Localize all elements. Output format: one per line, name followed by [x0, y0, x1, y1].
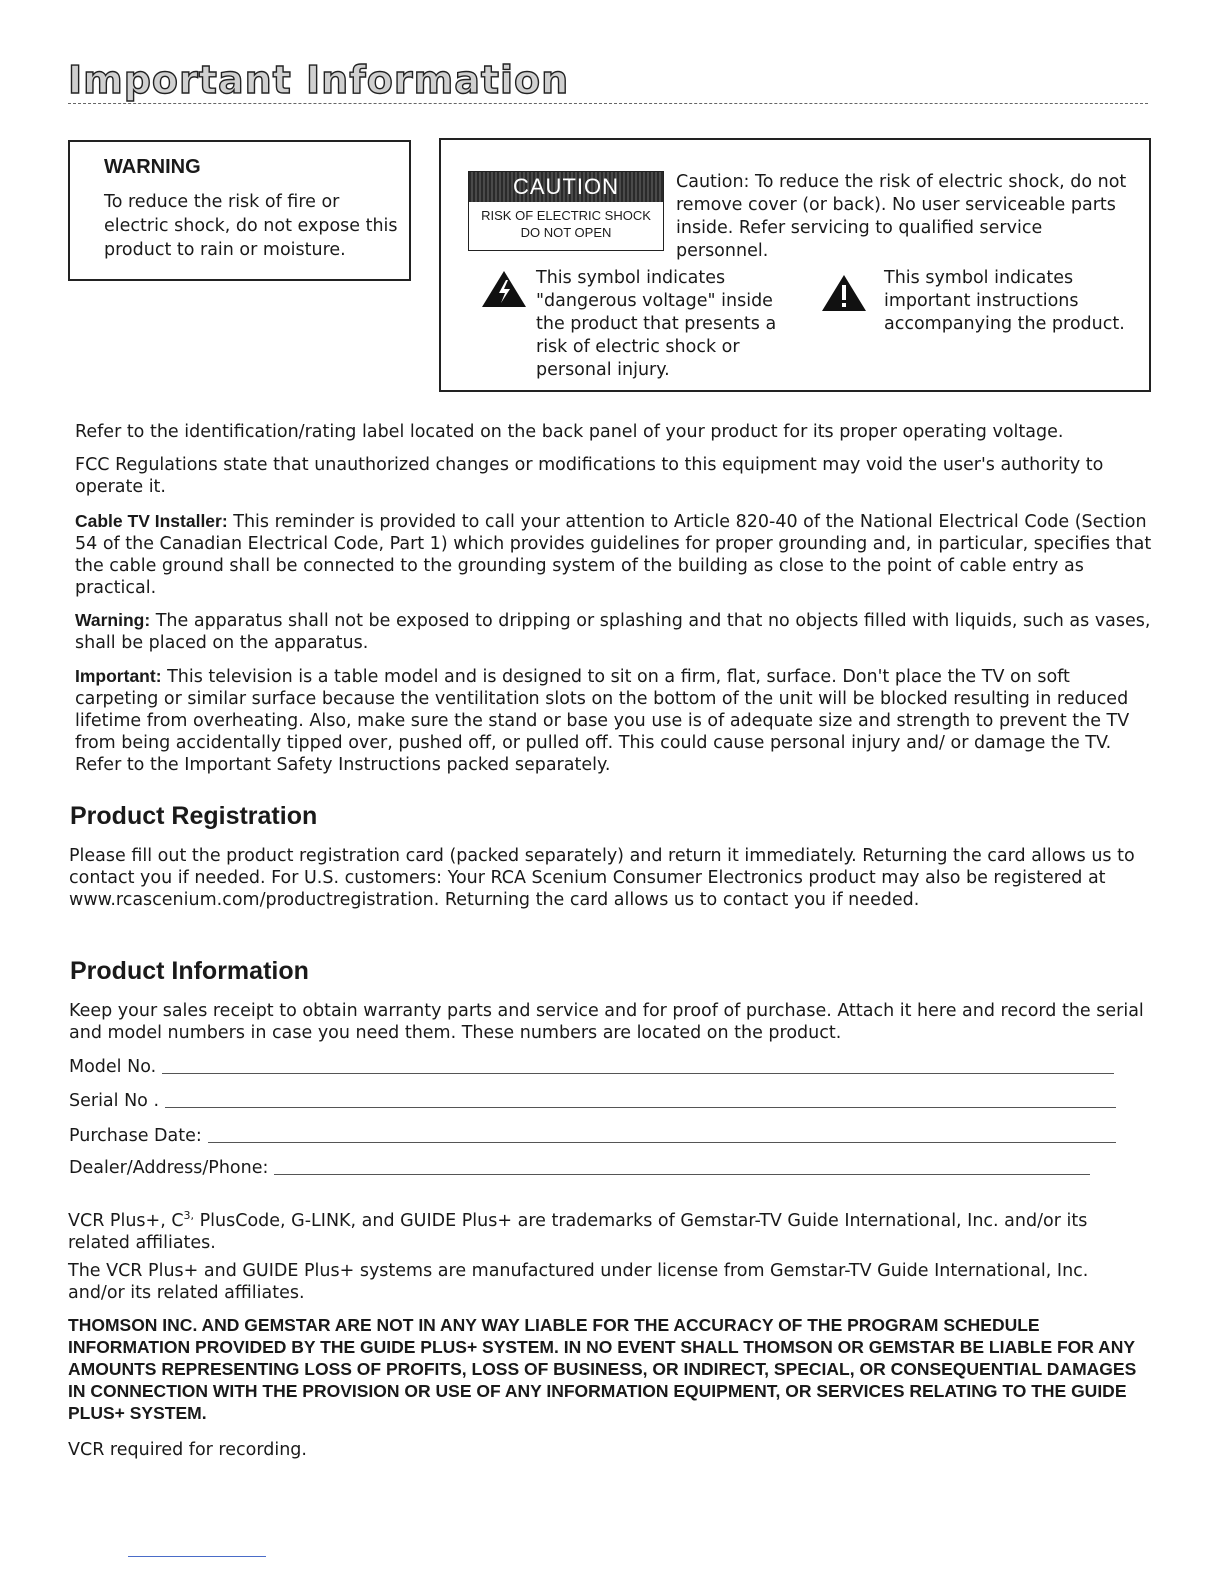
caution-text: Caution: To reduce the risk of electric shock, do not remove cover (or back). No user serviceable parts inside. Refer servicing to qualified service personnel.	[676, 172, 1127, 261]
important-paragraph	[75, 665, 1155, 776]
dealer-field[interactable]	[69, 1154, 1090, 1178]
bottom-link-underline	[128, 1556, 266, 1557]
registration-heading: Product Registration	[70, 802, 318, 830]
caution-banner: CAUTION	[469, 172, 663, 202]
voltage-symbol-text: This symbol indicates "dangerous voltage" inside the product that presents a risk of electric shock or personal injury.	[536, 268, 777, 380]
lightning-warning-icon	[481, 270, 527, 308]
model-number-label: Model No.	[69, 1057, 157, 1077]
trademarks-text-a: VCR Plus+, C	[68, 1210, 184, 1231]
caution-box	[439, 138, 1151, 392]
serial-number-label: Serial No .	[69, 1091, 160, 1111]
trademarks-text-b: PlusCode, G-LINK, and GUIDE Plus+ are trademarks of Gemstar-TV Guide International, Inc. and/or its related affiliates.	[68, 1210, 1088, 1253]
serial-number-field[interactable]	[69, 1087, 1116, 1111]
cable-installer-paragraph	[75, 510, 1155, 599]
warning-box	[68, 140, 411, 281]
instructions-symbol-text: This symbol indicates important instructions accompanying the product.	[884, 268, 1125, 334]
serial-number-line[interactable]	[165, 1106, 1116, 1108]
warning-label: Warning:	[75, 610, 151, 630]
model-number-field[interactable]	[69, 1053, 1114, 1077]
rating-label-paragraph: Refer to the identification/rating label located on the back panel of your product for its proper operating voltage.	[75, 422, 1064, 442]
purchase-date-line[interactable]	[208, 1141, 1116, 1143]
cable-installer-text: This reminder is provided to call your attention to Article 820-40 of the National Electrical Code (Section 54 of the Canadian Electrical Code, Part 1) which provides guidelines for proper grounding and, in particular, specifies that the cable ground shall be connected to the grounding system of the building as close to the point of cable entry as practical.	[75, 512, 1152, 598]
information-heading: Product Information	[70, 957, 309, 985]
warning-heading: WARNING	[104, 156, 201, 178]
warning-paragraph-text: The apparatus shall not be exposed to dripping or splashing and that no objects filled with liquids, such as vases, shall be placed on the apparatus.	[75, 611, 1151, 653]
vcr-note: VCR required for recording.	[68, 1440, 307, 1460]
model-number-line[interactable]	[162, 1072, 1114, 1074]
trademarks-superscript: 3,	[183, 1209, 195, 1222]
information-paragraph: Keep your sales receipt to obtain warranty parts and service and for proof of purchase. Attach it here and record the serial and model numbers in case you need them. These numbers are located on the product.	[69, 1001, 1144, 1043]
liability-disclaimer: THOMSON INC. AND GEMSTAR ARE NOT IN ANY WAY LIABLE FOR THE ACCURACY OF THE PROGRAM SCHEDULE INFORMATION PROVIDED BY THE GUIDE PLUS+ SYSTEM. IN NO EVENT SHALL THOMSON OR GEMSTAR BE LIABLE FOR ANY AMOUNTS REPRESENTING LOSS OF PROFITS, LOSS OF BUSINESS, OR INDIRECT, SPECIAL, OR CONSEQUENTIAL DAMAGES IN CONNECTION WITH THE PROVISION OR USE OF ANY INFORMATION EQUIPMENT, OR SERVICES RELATING TO THE GUIDE PLUS+ SYSTEM.	[68, 1315, 1137, 1423]
warning-text: To reduce the risk of fire or electric shock, do not expose this product to rain or moisture.	[104, 192, 398, 260]
title-rule	[68, 103, 1148, 104]
dealer-label: Dealer/Address/Phone:	[69, 1158, 269, 1178]
caution-label	[468, 171, 664, 251]
exclamation-warning-icon	[821, 274, 867, 312]
dealer-line[interactable]	[274, 1173, 1090, 1175]
license-paragraph: The VCR Plus+ and GUIDE Plus+ systems are manufactured under license from Gemstar-TV Guide International, Inc. and/or its related affiliates.	[68, 1261, 1089, 1303]
warning-paragraph	[75, 609, 1155, 654]
important-text: This television is a table model and is designed to sit on a firm, flat, surface. Don't place the TV on soft carpeting or similar surface because the ventilitation slots on the bottom of the unit will be blocked resulting in reduced lifetime from overheating. Also, make sure the stand or base you use is of adequate size and strength to prevent the TV from being accidentally tipped over, pushed off, or pulled off. This could cause personal injury and/ or damage the TV. Refer to the Important Safety Instructions packed separately.	[75, 667, 1130, 775]
purchase-date-label: Purchase Date:	[69, 1126, 202, 1146]
caution-open-line: DO NOT OPEN	[520, 225, 612, 240]
cable-installer-label: Cable TV Installer:	[75, 511, 228, 531]
registration-paragraph: Please fill out the product registration card (packed separately) and return it immediately. Returning the card allows us to contact you if needed. For U.S. customers: Your RCA Scenium Consumer Electronics product may also be registered at www.rcascenium.com/productregistration. Returning the card allows us to contact you if needed.	[69, 846, 1135, 910]
trademarks-paragraph	[68, 1205, 1148, 1254]
page-title: Important Information	[68, 58, 570, 102]
caution-risk-line: RISK OF ELECTRIC SHOCK	[481, 208, 651, 223]
purchase-date-field[interactable]	[69, 1122, 1116, 1146]
important-label: Important:	[75, 666, 162, 686]
fcc-paragraph: FCC Regulations state that unauthorized changes or modifications to this equipment may void the user's authority to operate it.	[75, 455, 1104, 497]
